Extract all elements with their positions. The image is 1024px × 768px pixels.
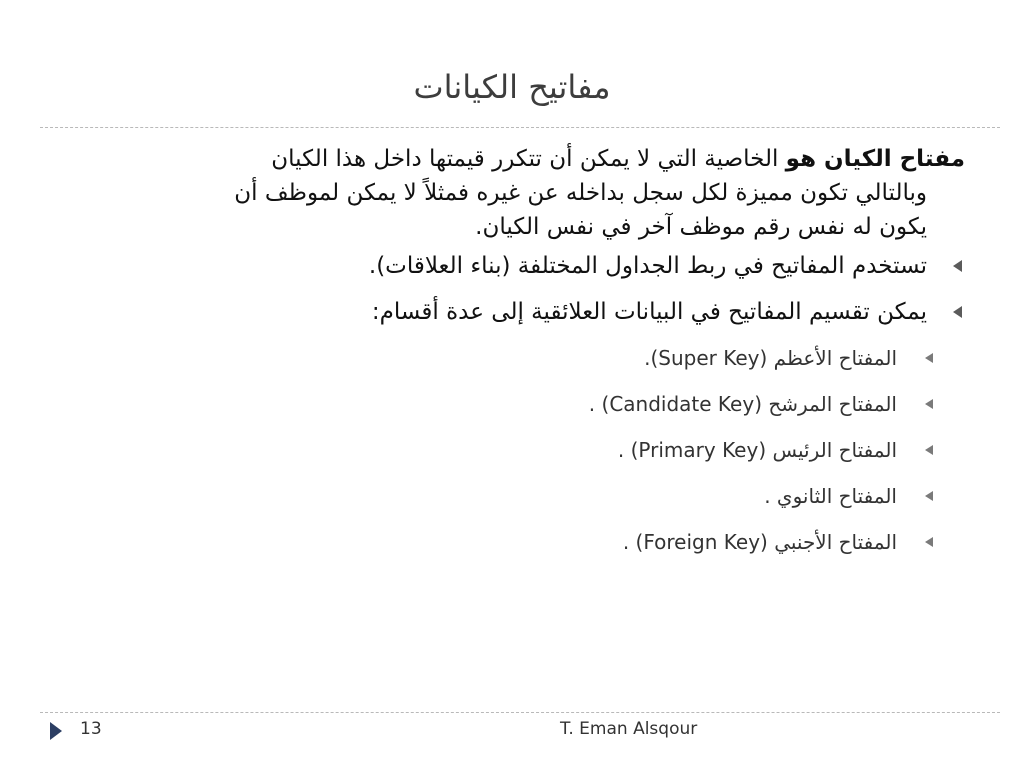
- sub-bullet-text: المفتاح الأجنبي (Foreign Key) .: [622, 530, 897, 554]
- sub-bullet-text: المفتاح الرئيس (Primary Key) .: [617, 438, 897, 462]
- slide-content: [70, 142, 965, 571]
- intro-line-2: وبالتالي تكون مميزة لكل سجل بداخله عن غيره فمثلاً لا يمكن لموظف أن: [234, 180, 927, 206]
- sub-bullet-triangle-icon: [921, 341, 937, 375]
- slide-title: مفاتيح الكيانات: [413, 68, 611, 106]
- bullet-text: يمكن تقسيم المفاتيح في البيانات العلائقية إلى عدة أقسام:: [371, 299, 927, 325]
- sub-bullet-item: [70, 341, 937, 375]
- top-divider: [40, 127, 1000, 128]
- sub-bullet-triangle-icon: [921, 525, 937, 559]
- sub-bullet-item: [70, 433, 937, 467]
- footer-author: T. Eman Alsqour: [560, 719, 698, 739]
- intro-paragraph: [70, 142, 965, 244]
- bullet-item: [70, 295, 965, 329]
- intro-bold-term: مفتاح الكيان هو: [785, 146, 965, 172]
- sub-bullet-item: [70, 479, 937, 513]
- sub-bullet-item: [70, 387, 937, 421]
- intro-line-1: الخاصية التي لا يمكن أن تتكرر قيمتها داخل هذا الكيان: [271, 146, 786, 172]
- bullet-triangle-icon: [949, 249, 965, 283]
- intro-line-3: يكون له نفس رقم موظف آخر في نفس الكيان.: [475, 214, 927, 240]
- footer-arrow-icon: [50, 722, 62, 740]
- bullet-text: تستخدم المفاتيح في ربط الجداول المختلفة (بناء العلاقات).: [368, 253, 927, 279]
- sub-bullet-text: المفتاح المرشح (Candidate Key) .: [588, 392, 897, 416]
- sub-bullet-triangle-icon: [921, 433, 937, 467]
- sub-bullet-item: [70, 525, 937, 559]
- page-number: 13: [80, 719, 102, 739]
- bottom-divider: [40, 712, 1000, 713]
- bullet-item: [70, 249, 965, 283]
- sub-bullet-triangle-icon: [921, 479, 937, 513]
- sub-bullet-triangle-icon: [921, 387, 937, 421]
- sub-bullet-text: المفتاح الأعظم (Super Key).: [644, 346, 897, 370]
- sub-bullet-text: المفتاح الثانوي .: [764, 484, 897, 508]
- bullet-triangle-icon: [949, 295, 965, 329]
